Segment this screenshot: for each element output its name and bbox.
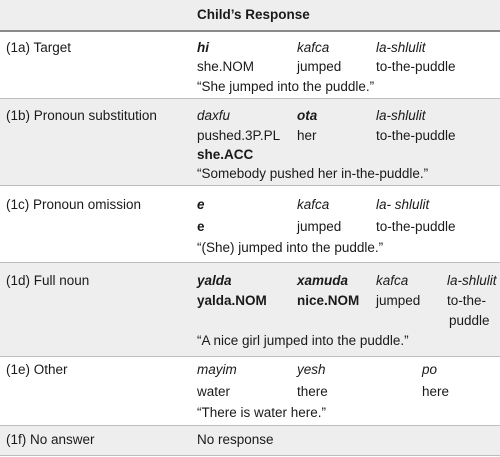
row-translation: “A nice girl jumped into the puddle.” bbox=[197, 333, 409, 348]
word-gloss: pushed.3P.PL bbox=[197, 128, 281, 143]
word-gloss-secondary: puddle bbox=[449, 313, 490, 328]
table-row bbox=[0, 99, 500, 185]
word-gloss: she.NOM bbox=[197, 59, 255, 74]
word-gloss: her bbox=[297, 128, 317, 143]
word-gloss-secondary: she.ACC bbox=[197, 147, 254, 162]
row-label: (1c) Pronoun omission bbox=[6, 197, 142, 212]
word-gloss: jumped bbox=[297, 59, 342, 74]
row-label: (1d) Full noun bbox=[6, 273, 90, 288]
row-label: (1a) Target bbox=[6, 40, 72, 55]
row-translation: “(She) jumped into the puddle.” bbox=[197, 240, 384, 255]
word-form: hi bbox=[197, 40, 209, 55]
row-label: (1e) Other bbox=[6, 362, 68, 377]
word-gloss: here bbox=[422, 384, 450, 399]
word-form: kafca bbox=[376, 273, 409, 288]
word-gloss: to-the-puddle bbox=[376, 59, 456, 74]
word-gloss: to-the- bbox=[447, 293, 487, 308]
table-row bbox=[0, 32, 500, 98]
row-translation: “Somebody pushed her in-the-puddle.” bbox=[197, 166, 429, 181]
word-gloss: yalda.NOM bbox=[197, 293, 267, 308]
word-gloss: to-the-puddle bbox=[376, 128, 456, 143]
table-row bbox=[0, 426, 500, 455]
word-form: yalda bbox=[197, 273, 232, 288]
header-response: Child’s Response bbox=[197, 7, 310, 22]
table-row bbox=[0, 186, 500, 262]
word-gloss: nice.NOM bbox=[297, 293, 360, 308]
word-form: xamuda bbox=[297, 273, 349, 288]
word-form: la-shlulit bbox=[376, 40, 426, 55]
row-label: (1b) Pronoun substitution bbox=[6, 108, 157, 123]
word-form: yesh bbox=[297, 362, 326, 377]
word-gloss: there bbox=[297, 384, 328, 399]
table-header bbox=[0, 0, 500, 30]
row-translation: “She jumped into the puddle.” bbox=[197, 79, 375, 94]
table-row bbox=[0, 263, 500, 356]
word-form: daxfu bbox=[197, 108, 231, 123]
word-form: kafca bbox=[297, 197, 330, 212]
word-form: la- shlulit bbox=[376, 197, 430, 212]
word-form: la-shlulit bbox=[376, 108, 426, 123]
word-gloss: e bbox=[197, 219, 205, 234]
word-form: kafca bbox=[297, 40, 330, 55]
word-gloss: jumped bbox=[297, 219, 342, 234]
word-form: e bbox=[197, 197, 205, 212]
row-translation: “There is water here.” bbox=[197, 405, 327, 420]
row-response: No response bbox=[197, 432, 274, 447]
word-form: mayim bbox=[197, 362, 237, 377]
table-bottom-border bbox=[0, 455, 500, 456]
row-label: (1f) No answer bbox=[6, 432, 95, 447]
word-form: po bbox=[422, 362, 438, 377]
word-gloss: water bbox=[197, 384, 231, 399]
word-form: ota bbox=[297, 108, 318, 123]
word-gloss: to-the-puddle bbox=[376, 219, 456, 234]
word-gloss: jumped bbox=[376, 293, 421, 308]
table-row bbox=[0, 357, 500, 425]
word-form: la-shlulit bbox=[447, 273, 497, 288]
